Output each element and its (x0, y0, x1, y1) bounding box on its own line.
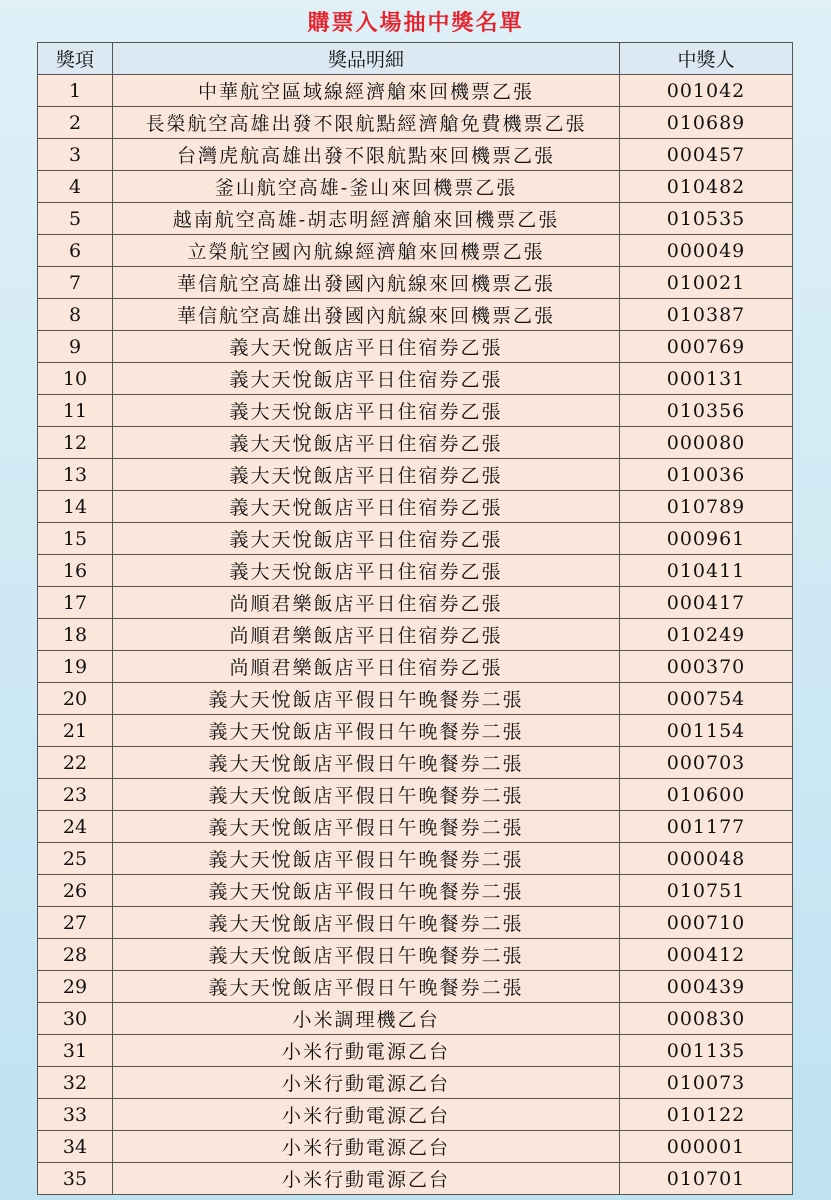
winner-cell: 000703 (620, 747, 793, 779)
winner-cell: 010689 (620, 107, 793, 139)
prize-cell: 釜山航空高雄-釜山來回機票乙張 (113, 171, 620, 203)
header-prize: 獎品明細 (113, 43, 620, 75)
table-row (38, 715, 793, 747)
table-row (38, 1099, 793, 1131)
table-row (38, 619, 793, 651)
table-row (38, 555, 793, 587)
prize-number: 5 (38, 203, 113, 235)
prize-cell: 義大天悅飯店平日住宿券乙張 (113, 395, 620, 427)
table-row (38, 875, 793, 907)
prize-cell: 義大天悅飯店平日住宿券乙張 (113, 555, 620, 587)
winner-cell: 000001 (620, 1131, 793, 1163)
table-row (38, 427, 793, 459)
prize-number: 9 (38, 331, 113, 363)
winner-cell: 001042 (620, 75, 793, 107)
table-row (38, 747, 793, 779)
prize-cell: 義大天悅飯店平日住宿券乙張 (113, 331, 620, 363)
prize-cell: 義大天悅飯店平假日午晚餐券二張 (113, 971, 620, 1003)
prize-cell: 義大天悅飯店平假日午晚餐券二張 (113, 683, 620, 715)
prize-cell: 義大天悅飯店平假日午晚餐券二張 (113, 779, 620, 811)
winner-cell: 010751 (620, 875, 793, 907)
prize-number: 10 (38, 363, 113, 395)
prize-number: 7 (38, 267, 113, 299)
winner-cell: 010036 (620, 459, 793, 491)
table-row (38, 1003, 793, 1035)
table-row (38, 779, 793, 811)
table-row (38, 267, 793, 299)
winner-cell: 000457 (620, 139, 793, 171)
prize-cell: 尚順君樂飯店平日住宿券乙張 (113, 619, 620, 651)
table-row (38, 971, 793, 1003)
prize-cell: 小米調理機乙台 (113, 1003, 620, 1035)
prize-cell: 小米行動電源乙台 (113, 1099, 620, 1131)
prize-cell: 越南航空高雄-胡志明經濟艙來回機票乙張 (113, 203, 620, 235)
winner-cell: 010535 (620, 203, 793, 235)
prize-number: 21 (38, 715, 113, 747)
prize-cell: 尚順君樂飯店平日住宿券乙張 (113, 587, 620, 619)
prize-number: 14 (38, 491, 113, 523)
table-row (38, 107, 793, 139)
table-row (38, 811, 793, 843)
table-row (38, 683, 793, 715)
prize-number: 15 (38, 523, 113, 555)
prize-number: 17 (38, 587, 113, 619)
prize-cell: 台灣虎航高雄出發不限航點來回機票乙張 (113, 139, 620, 171)
table-row (38, 299, 793, 331)
prize-cell: 義大天悅飯店平日住宿券乙張 (113, 459, 620, 491)
prize-number: 11 (38, 395, 113, 427)
prize-number: 26 (38, 875, 113, 907)
prize-number: 24 (38, 811, 113, 843)
prize-number: 23 (38, 779, 113, 811)
prize-number: 33 (38, 1099, 113, 1131)
header-no: 獎項 (38, 43, 113, 75)
winner-cell: 010356 (620, 395, 793, 427)
prize-cell: 義大天悅飯店平假日午晚餐券二張 (113, 875, 620, 907)
winner-cell: 000417 (620, 587, 793, 619)
prize-number: 34 (38, 1131, 113, 1163)
prize-number: 35 (38, 1163, 113, 1195)
prize-cell: 義大天悅飯店平假日午晚餐券二張 (113, 939, 620, 971)
prize-cell: 義大天悅飯店平假日午晚餐券二張 (113, 811, 620, 843)
winner-cell: 010600 (620, 779, 793, 811)
table-row (38, 203, 793, 235)
prize-number: 2 (38, 107, 113, 139)
prize-cell: 中華航空區域線經濟艙來回機票乙張 (113, 75, 620, 107)
prize-cell: 義大天悅飯店平日住宿券乙張 (113, 523, 620, 555)
winner-cell: 000412 (620, 939, 793, 971)
winner-cell: 000080 (620, 427, 793, 459)
winner-cell: 000049 (620, 235, 793, 267)
prize-number: 25 (38, 843, 113, 875)
prize-number: 28 (38, 939, 113, 971)
prize-cell: 小米行動電源乙台 (113, 1035, 620, 1067)
winner-cell: 000439 (620, 971, 793, 1003)
prize-number: 22 (38, 747, 113, 779)
winner-cell: 000710 (620, 907, 793, 939)
table-row (38, 1035, 793, 1067)
winner-cell: 010249 (620, 619, 793, 651)
prize-number: 12 (38, 427, 113, 459)
prize-cell: 義大天悅飯店平假日午晚餐券二張 (113, 843, 620, 875)
winner-cell: 010073 (620, 1067, 793, 1099)
prize-cell: 小米行動電源乙台 (113, 1131, 620, 1163)
prize-number: 29 (38, 971, 113, 1003)
table-row (38, 587, 793, 619)
winner-cell: 000754 (620, 683, 793, 715)
prize-cell: 義大天悅飯店平假日午晚餐券二張 (113, 715, 620, 747)
prize-number: 3 (38, 139, 113, 171)
prize-cell: 小米行動電源乙台 (113, 1163, 620, 1195)
table-row (38, 523, 793, 555)
table-row (38, 459, 793, 491)
winner-cell: 000048 (620, 843, 793, 875)
prize-cell: 長榮航空高雄出發不限航點經濟艙免費機票乙張 (113, 107, 620, 139)
prize-cell: 義大天悅飯店平日住宿券乙張 (113, 491, 620, 523)
prize-cell: 華信航空高雄出發國內航線來回機票乙張 (113, 267, 620, 299)
prize-number: 4 (38, 171, 113, 203)
prize-cell: 義大天悅飯店平假日午晚餐券二張 (113, 747, 620, 779)
prize-number: 16 (38, 555, 113, 587)
prize-cell: 義大天悅飯店平假日午晚餐券二張 (113, 907, 620, 939)
prize-cell: 小米行動電源乙台 (113, 1067, 620, 1099)
table-row (38, 363, 793, 395)
winner-cell: 010789 (620, 491, 793, 523)
winner-cell: 000769 (620, 331, 793, 363)
table-row (38, 139, 793, 171)
prize-number: 32 (38, 1067, 113, 1099)
prize-cell: 義大天悅飯店平日住宿券乙張 (113, 427, 620, 459)
header-winner: 中獎人 (620, 43, 793, 75)
prize-number: 1 (38, 75, 113, 107)
prize-number: 27 (38, 907, 113, 939)
prize-number: 20 (38, 683, 113, 715)
table-row (38, 939, 793, 971)
winner-cell: 010122 (620, 1099, 793, 1131)
table-row (38, 907, 793, 939)
page-title: 購票入場抽中獎名單 (307, 11, 524, 36)
table-row (38, 235, 793, 267)
prize-cell: 華信航空高雄出發國內航線來回機票乙張 (113, 299, 620, 331)
winner-cell: 000961 (620, 523, 793, 555)
table-header-row (38, 43, 793, 75)
table-row (38, 1131, 793, 1163)
prize-number: 30 (38, 1003, 113, 1035)
table-row (38, 331, 793, 363)
winner-cell: 010021 (620, 267, 793, 299)
prize-number: 19 (38, 651, 113, 683)
prize-number: 13 (38, 459, 113, 491)
table-row (38, 843, 793, 875)
winner-cell: 001177 (620, 811, 793, 843)
winner-cell: 001135 (620, 1035, 793, 1067)
winner-cell: 000131 (620, 363, 793, 395)
table-row (38, 1067, 793, 1099)
table-row (38, 75, 793, 107)
prize-number: 31 (38, 1035, 113, 1067)
prize-cell: 立榮航空國內航線經濟艙來回機票乙張 (113, 235, 620, 267)
table-row (38, 395, 793, 427)
prize-number: 18 (38, 619, 113, 651)
winner-cell: 010387 (620, 299, 793, 331)
table-row (38, 491, 793, 523)
prize-number: 8 (38, 299, 113, 331)
prize-cell: 義大天悅飯店平日住宿券乙張 (113, 363, 620, 395)
winner-cell: 000370 (620, 651, 793, 683)
prize-cell: 尚順君樂飯店平日住宿券乙張 (113, 651, 620, 683)
winner-cell: 010411 (620, 555, 793, 587)
table-row (38, 1163, 793, 1195)
winner-cell: 010482 (620, 171, 793, 203)
winner-cell: 010701 (620, 1163, 793, 1195)
winner-cell: 000830 (620, 1003, 793, 1035)
prize-number: 6 (38, 235, 113, 267)
table-row (38, 651, 793, 683)
winner-cell: 001154 (620, 715, 793, 747)
table-row (38, 171, 793, 203)
winner-table (37, 42, 793, 1195)
